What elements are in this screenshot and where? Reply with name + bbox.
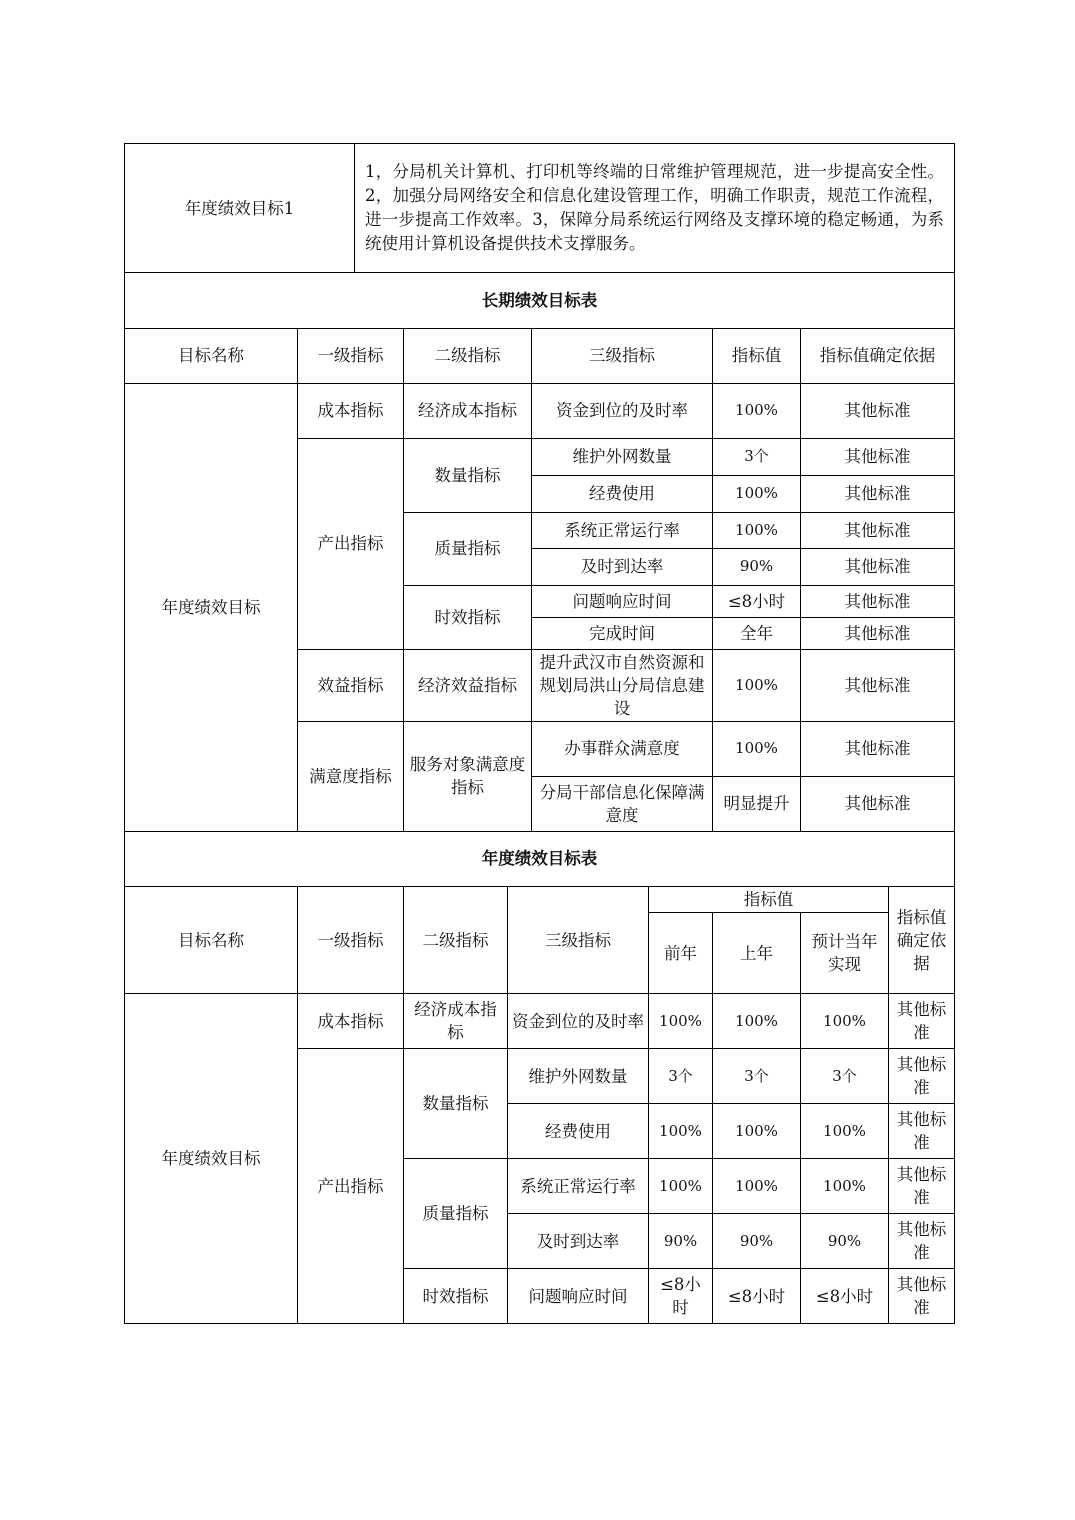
level2-cell: 时效指标 xyxy=(404,585,532,649)
level3-cell: 维护外网数量 xyxy=(532,438,713,475)
annual-goal-label: 年度绩效目标1 xyxy=(125,144,355,273)
target-name-cell: 年度绩效目标 xyxy=(125,383,298,831)
level3-cell: 完成时间 xyxy=(532,617,713,649)
long-term-title: 长期绩效目标表 xyxy=(125,273,955,328)
level3-cell: 经费使用 xyxy=(508,1104,649,1159)
last-cell: 100% xyxy=(713,1159,801,1214)
basis-cell: 其他标准 xyxy=(801,776,955,831)
document-page xyxy=(124,143,954,1324)
basis-cell: 其他标准 xyxy=(889,1159,955,1214)
header-prev-year: 前年 xyxy=(649,913,713,994)
level3-cell: 办事群众满意度 xyxy=(532,721,713,776)
value-cell: ≤8小时 xyxy=(713,585,801,617)
basis-cell: 其他标准 xyxy=(889,1214,955,1269)
expected-cell: 100% xyxy=(801,1104,889,1159)
header-basis: 指标值确定依据 xyxy=(889,887,955,994)
level2-cell: 质量指标 xyxy=(404,1159,508,1269)
level3-cell: 经费使用 xyxy=(532,475,713,512)
value-cell: 3个 xyxy=(713,438,801,475)
level2-cell: 质量指标 xyxy=(404,512,532,585)
level2-cell: 数量指标 xyxy=(404,438,532,512)
value-cell: 100% xyxy=(713,649,801,721)
basis-cell: 其他标准 xyxy=(801,548,955,585)
basis-cell: 其他标准 xyxy=(801,383,955,438)
value-cell: 100% xyxy=(713,383,801,438)
header-value: 指标值 xyxy=(713,328,801,383)
last-cell: 100% xyxy=(713,1104,801,1159)
annual-title: 年度绩效目标表 xyxy=(125,832,955,887)
prev-cell: 3个 xyxy=(649,1049,713,1104)
header-level3: 三级指标 xyxy=(508,887,649,994)
prev-cell: ≤8小时 xyxy=(649,1269,713,1324)
level3-cell: 提升武汉市自然资源和规划局洪山分局信息建设 xyxy=(532,649,713,721)
annual-goal-table-detail xyxy=(124,832,955,1325)
level3-cell: 分局干部信息化保障满意度 xyxy=(532,776,713,831)
level2-cell: 时效指标 xyxy=(404,1269,508,1324)
level1-cell: 产出指标 xyxy=(298,438,404,649)
header-level1: 一级指标 xyxy=(298,328,404,383)
header-expected: 预计当年实现 xyxy=(801,913,889,994)
header-level2: 二级指标 xyxy=(404,328,532,383)
prev-cell: 100% xyxy=(649,1104,713,1159)
level2-cell: 数量指标 xyxy=(404,1049,508,1159)
prev-cell: 90% xyxy=(649,1214,713,1269)
table-row xyxy=(125,994,955,1049)
last-cell: ≤8小时 xyxy=(713,1269,801,1324)
long-term-header-row xyxy=(125,328,955,383)
level3-cell: 及时到达率 xyxy=(508,1214,649,1269)
table-row xyxy=(125,383,955,438)
level1-cell: 产出指标 xyxy=(298,1049,404,1324)
value-cell: 全年 xyxy=(713,617,801,649)
value-cell: 明显提升 xyxy=(713,776,801,831)
value-cell: 100% xyxy=(713,721,801,776)
basis-cell: 其他标准 xyxy=(889,994,955,1049)
long-term-goal-table xyxy=(124,273,955,832)
level1-cell: 成本指标 xyxy=(298,383,404,438)
basis-cell: 其他标准 xyxy=(889,1049,955,1104)
header-value-group: 指标值 xyxy=(649,887,889,913)
expected-cell: 100% xyxy=(801,994,889,1049)
expected-cell: ≤8小时 xyxy=(801,1269,889,1324)
basis-cell: 其他标准 xyxy=(801,475,955,512)
value-cell: 90% xyxy=(713,548,801,585)
last-cell: 100% xyxy=(713,994,801,1049)
header-level1: 一级指标 xyxy=(298,887,404,994)
level3-cell: 维护外网数量 xyxy=(508,1049,649,1104)
header-target-name: 目标名称 xyxy=(125,328,298,383)
level2-cell: 服务对象满意度指标 xyxy=(404,721,532,831)
basis-cell: 其他标准 xyxy=(801,438,955,475)
expected-cell: 90% xyxy=(801,1214,889,1269)
header-level2: 二级指标 xyxy=(404,887,508,994)
last-cell: 3个 xyxy=(713,1049,801,1104)
level3-cell: 资金到位的及时率 xyxy=(532,383,713,438)
expected-cell: 100% xyxy=(801,1159,889,1214)
expected-cell: 3个 xyxy=(801,1049,889,1104)
last-cell: 90% xyxy=(713,1214,801,1269)
annual-goal-table xyxy=(124,143,955,273)
level3-cell: 问题响应时间 xyxy=(532,585,713,617)
header-level3: 三级指标 xyxy=(532,328,713,383)
level2-cell: 经济效益指标 xyxy=(404,649,532,721)
header-basis: 指标值确定依据 xyxy=(801,328,955,383)
level1-cell: 满意度指标 xyxy=(298,721,404,831)
annual-header-row xyxy=(125,887,955,913)
target-name-cell: 年度绩效目标 xyxy=(125,994,298,1324)
value-cell: 100% xyxy=(713,512,801,548)
basis-cell: 其他标准 xyxy=(889,1104,955,1159)
basis-cell: 其他标准 xyxy=(801,721,955,776)
prev-cell: 100% xyxy=(649,1159,713,1214)
annual-goal-text: 1，分局机关计算机、打印机等终端的日常维护管理规范，进一步提高安全性。2，加强分局网络安全和信息化建设管理工作，明确工作职责，规范工作流程，进一步提高工作效率。3，保障分局系统运行网络及支撑环境的稳定畅通，为系统使用计算机设备提供技术支撑服务。 xyxy=(355,144,955,273)
header-target-name: 目标名称 xyxy=(125,887,298,994)
basis-cell: 其他标准 xyxy=(801,649,955,721)
level2-cell: 经济成本指标 xyxy=(404,383,532,438)
value-cell: 100% xyxy=(713,475,801,512)
level1-cell: 效益指标 xyxy=(298,649,404,721)
level3-cell: 系统正常运行率 xyxy=(532,512,713,548)
level3-cell: 系统正常运行率 xyxy=(508,1159,649,1214)
basis-cell: 其他标准 xyxy=(889,1269,955,1324)
header-last-year: 上年 xyxy=(713,913,801,994)
basis-cell: 其他标准 xyxy=(801,617,955,649)
level1-cell: 成本指标 xyxy=(298,994,404,1049)
basis-cell: 其他标准 xyxy=(801,585,955,617)
level3-cell: 问题响应时间 xyxy=(508,1269,649,1324)
basis-cell: 其他标准 xyxy=(801,512,955,548)
prev-cell: 100% xyxy=(649,994,713,1049)
level2-cell: 经济成本指标 xyxy=(404,994,508,1049)
level3-cell: 资金到位的及时率 xyxy=(508,994,649,1049)
level3-cell: 及时到达率 xyxy=(532,548,713,585)
